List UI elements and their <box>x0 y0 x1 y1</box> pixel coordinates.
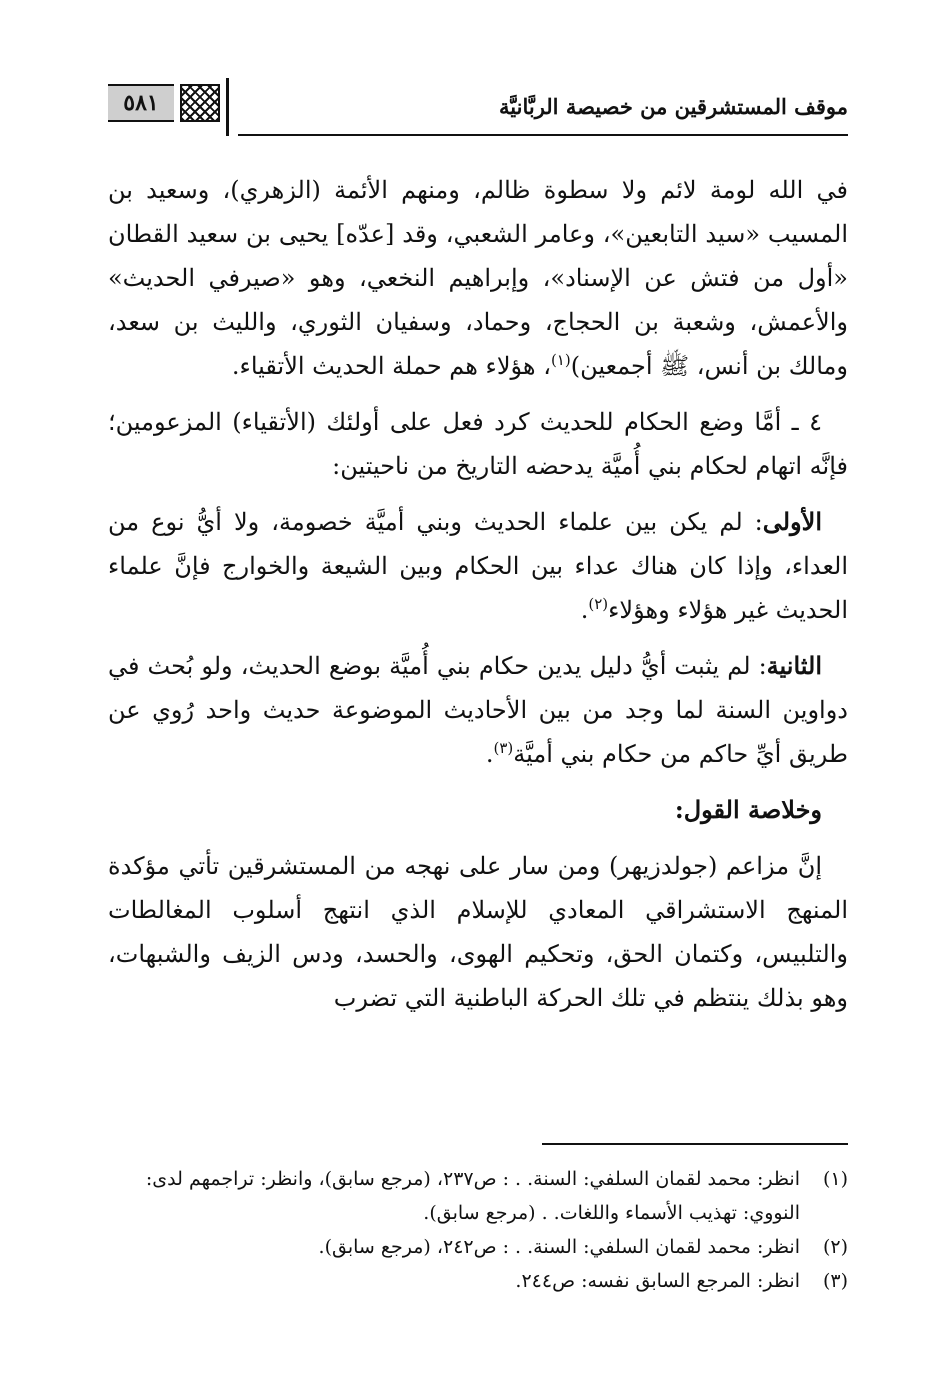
paragraph-1 <box>108 168 848 388</box>
footnote-text: انظر: محمد لقمان السلفي: السنة. . : ص٢٤٢، (مرجع سابق). <box>318 1236 800 1258</box>
footnote-number: (٢) <box>822 1236 848 1258</box>
paragraph-4-text: : لم يثبت أيُّ دليل يدين حكام بني أُميَّة بوضع الحديث، ولو بُحث في دواوين السنة لما وجد من بين الأحاديث الموضوعة حديث واحد رُوي عن طريق أيِّ حاكم من حكام بني أميَّة <box>108 652 848 768</box>
page-header <box>108 72 848 130</box>
paragraph-3-tail: . <box>580 596 589 624</box>
paragraph-4-tail: . <box>485 740 494 768</box>
header-divider <box>226 78 229 136</box>
footnote-number: (٣) <box>822 1270 848 1292</box>
running-title: موقف المستشرقين من خصيصة الربَّانيَّة <box>499 94 848 119</box>
paragraph-5: إنَّ مزاعم (جولدزيهر) ومن سار على نهجه من المستشرقين تأتي مؤكدة المنهج الاستشراقي المعادي للإسلام الذي انتهج أسلوب المغالطات والتلبيس، وكتمان الحق، وتحكيم الهوى، والحسد، ودس الزيف والشبهات، وهو بذلك ينتظم في تلك الحركة الباطنية التي تضرب <box>108 852 848 1012</box>
paragraph-1-tail: ، هؤلاء هم حملة الحديث الأتقياء. <box>231 352 551 380</box>
header-rule <box>238 134 848 136</box>
footnote-text: انظر: محمد لقمان السلفي: السنة. . : ص٢٣٧، (مرجع سابق)، وانظر: تراجمهم لدى: النووي: تهذيب الأسماء واللغات. . (مرجع سابق). <box>145 1168 800 1224</box>
paragraph-4 <box>108 644 848 776</box>
footnote-ref-2: (٢) <box>588 595 609 613</box>
section-heading: وخلاصة القول: <box>674 795 822 824</box>
paragraph-2: ٤ ـ أمَّا وضع الحكام للحديث كرد فعل على أولئك (الأتقياء) المزعومين؛ فإنَّه اتهام لحكام بني أُميَّة يدحضه التاريخ من ناحيتين: <box>108 408 848 480</box>
page-number: ٥٨١ <box>108 84 174 122</box>
footnote-1 <box>108 1162 848 1230</box>
paragraph-3 <box>108 500 848 632</box>
paragraph-1-text: في الله لومة لائم ولا سطوة ظالم، ومنهم الأئمة (الزهري)، وسعيد بن المسيب «سيد التابعين»، وعامر الشعبي، وقد [عدّه] يحيى بن سعيد القطان «أول من فتش عن الإسناد»، وإبراهيم النخعي، وهو «صيرفي الحديث» والأعمش، وشعبة بن الحجاج، وحماد، وسفيان الثوري، والليث بن سعد، ومالك بن أنس، ﷺ أجمعين) <box>108 176 849 380</box>
paragraph-3-text: : لم يكن بين علماء الحديث وبني أميَّة خصومة، ولا أيُّ نوع من العداء، وإذا كان هناك عداء بين الحكام وبين الشيعة والخوارج فإنَّ علماء الحديث غير هؤلاء وهؤلاء <box>108 508 848 624</box>
footnote-3 <box>108 1264 848 1298</box>
geometric-ornament-icon <box>180 84 220 122</box>
footnote-separator <box>542 1143 848 1145</box>
footnote-number: (١) <box>822 1168 848 1190</box>
footnote-2 <box>108 1230 848 1264</box>
paragraph-3-label: الأولى <box>762 507 822 536</box>
footnotes <box>108 1162 848 1298</box>
footnote-ref-1: (١) <box>550 351 571 369</box>
paragraph-4-label: الثانية <box>766 651 822 680</box>
body-text <box>108 168 848 1032</box>
footnote-text: انظر: المرجع السابق نفسه: ص٢٤٤. <box>515 1270 800 1292</box>
footnote-ref-3: (٣) <box>493 739 514 757</box>
